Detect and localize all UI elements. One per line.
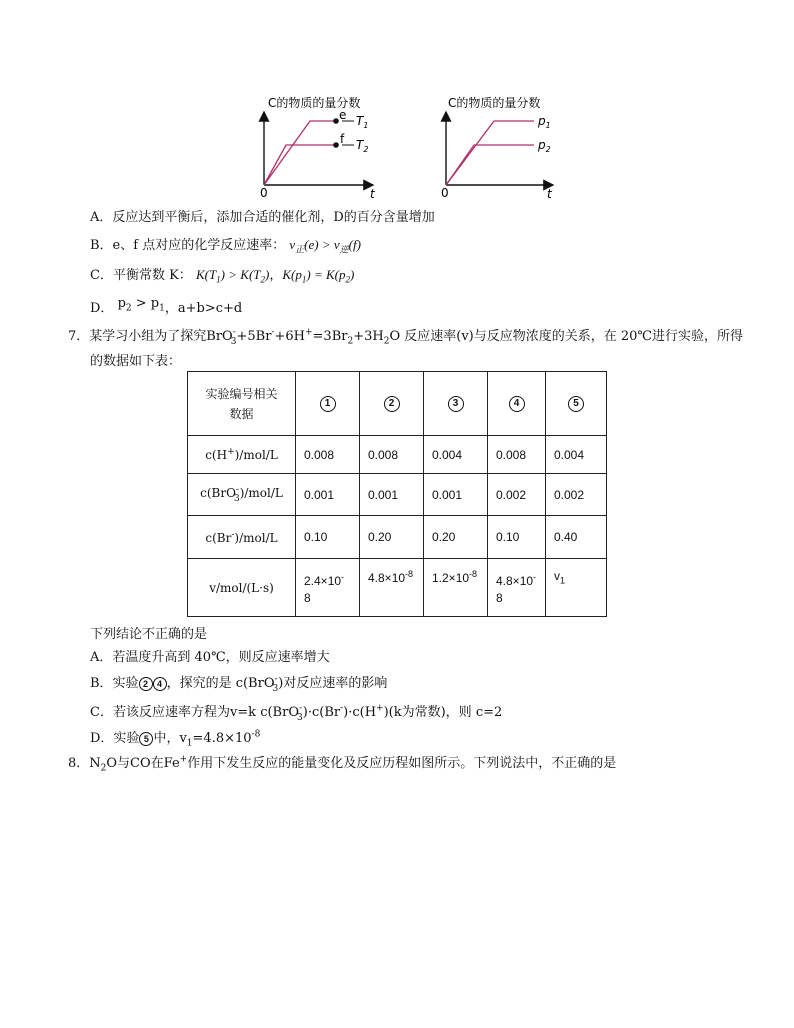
q7-option-c [90, 701, 502, 723]
cell-v-4: 4.8×10- 8 [488, 559, 546, 617]
table-header-3 [424, 372, 488, 436]
exp-5-icon: 5 [568, 396, 584, 412]
graph-left-origin: 0 [260, 186, 268, 200]
curve-p1 [446, 121, 534, 185]
cell-bro3-3: 0.001 [424, 474, 488, 516]
label-p2: $p_2$ [538, 138, 551, 154]
curve-p2 [446, 145, 534, 185]
cell-bro3-5: 0.002 [546, 474, 607, 516]
graph-left-xlabel: t [370, 187, 375, 201]
q7-option-d [90, 727, 260, 749]
exp-1-icon: 1 [320, 396, 336, 412]
q7-option-b [90, 672, 387, 694]
table-header-label-text: 实验编号相关数据 [205, 386, 278, 421]
q7-option-a: A．若温度升高到 40℃，则反应速率增大 [90, 650, 330, 665]
q7-stem-line2: 的数据如下表： [90, 354, 182, 369]
q7-option-d-render: D．实验 5 中，$v_1=4.8\times 10^{-8}$ [90, 729, 261, 749]
q7-stem-render: 7．某学习小组为了探究$BrO^-_3+5Br^-+6H^+=3Br_2+3H_2O$ 反应速率(v)与反应物浓度的关系，在 20℃进行实验，所得 [68, 327, 743, 347]
cell-h-3: 0.004 [424, 436, 488, 474]
row-v-label: v/mol/(L·s) [188, 559, 296, 617]
graph-right-ylabel: C的物质的量分数 [448, 96, 541, 110]
q6-b-formula-render: $v_正(e) > v_逆(f)$ [289, 237, 361, 255]
cell-v-2: $4.8\times 10^{-8}$ [360, 559, 424, 617]
table-header-label [188, 372, 296, 436]
cell-bro3-1: 0.001 [296, 474, 360, 516]
table-header-2 [360, 372, 424, 436]
label-p1: $p_1$ [538, 114, 551, 130]
curve-T1 [264, 121, 336, 185]
table-header-1 [296, 372, 360, 436]
cell-h-2: 0.008 [360, 436, 424, 474]
rate-data-table [187, 371, 607, 617]
graph-left-ylabel: C的物质的量分数 [268, 96, 361, 110]
q6-option-b-prefix: B．e、f 点对应的化学反应速率： [90, 238, 286, 253]
q7-option-c-render: C．若该反应速率方程为v=k c(BrO-$_3$)·c(Br-)·c(H+)(k为常数)，则 c=2 [90, 703, 503, 723]
label-T1: $T_1$ [356, 114, 369, 130]
cell-h-1: 0.008 [296, 436, 360, 474]
cell-br-4: 0.10 [488, 516, 546, 559]
q8-stem [68, 752, 616, 774]
cell-h-4: 0.008 [488, 436, 546, 474]
q6-option-d-suffix: ，a+b>c+d [164, 301, 243, 316]
row-br-label: c(Br-)/mol/L [188, 516, 296, 559]
exp-4-inline-icon: 4 [153, 677, 167, 691]
q8-stem-render: 8．$N_2O$与CO在Fe+作用下发生反应的能量变化及反应历程如图所示。下列说法中，不正确的是 [68, 754, 617, 774]
exp-3-icon: 3 [448, 396, 464, 412]
label-f: f [340, 132, 345, 146]
label-e: e [339, 108, 347, 122]
graph-pressure [430, 90, 570, 202]
row-h-label: c(H+)/mol/L [188, 436, 296, 474]
cell-v-5: $v_1$ [546, 559, 607, 617]
q6-option-a: A．反应达到平衡后，添加合适的催化剂，D的百分含量增加 [90, 210, 435, 225]
cell-v-3: $1.2\times 10^{-8}$ [424, 559, 488, 617]
exp-4-icon: 4 [509, 396, 525, 412]
q7-stem-line1 [68, 325, 743, 347]
cell-h-5: 0.004 [546, 436, 607, 474]
cell-v-1: 2.4×10- 8 [296, 559, 360, 617]
graph-right-xlabel: t [547, 187, 552, 201]
q7-option-b-render: B．实验 2 4 ，探究的是 c(BrO-$_3$)对反应速率的影响 [90, 674, 388, 694]
label-T2: $T_2$ [356, 138, 369, 154]
cell-br-1: 0.10 [296, 516, 360, 559]
q7-prompt: 下列结论不正确的是 [90, 627, 208, 642]
q6-option-d-prefix: D． [90, 301, 114, 316]
graph-right-origin: 0 [441, 186, 449, 200]
curve-T2 [264, 145, 336, 185]
exp-5-inline-icon: 5 [139, 732, 153, 746]
table-header-4 [488, 372, 546, 436]
cell-bro3-4: 0.002 [488, 474, 546, 516]
exp-2-icon: 2 [384, 396, 400, 412]
exp-2-inline-icon: 2 [139, 677, 153, 691]
q6-c-formula-render-2: $K(p_1) = K(p_2)$ [282, 267, 355, 285]
row-bro3-label: c(BrO-$_3$)/mol/L [188, 474, 296, 516]
cell-bro3-2: 0.001 [360, 474, 424, 516]
cell-br-2: 0.20 [360, 516, 424, 559]
table-header-5 [546, 372, 607, 436]
cell-br-5: 0.40 [546, 516, 607, 559]
q6-c-formula-render: $K(T_1) > K(T_2)$ [195, 267, 270, 285]
point-e [333, 118, 339, 124]
q6-option-c-prefix: C．平衡常数 K： [90, 268, 192, 283]
q6-option-c: C．平衡常数 K： $K(T_1) > K(T_2)$，$K(p_1) = K(p_2)$ [90, 267, 355, 285]
graph-temperature [250, 90, 390, 202]
q6-option-d [90, 297, 242, 319]
q6-d-formula-render: $p_2 > p_1$ [117, 296, 165, 314]
q6-option-b [90, 234, 361, 256]
cell-br-3: 0.20 [424, 516, 488, 559]
point-f [333, 142, 339, 148]
